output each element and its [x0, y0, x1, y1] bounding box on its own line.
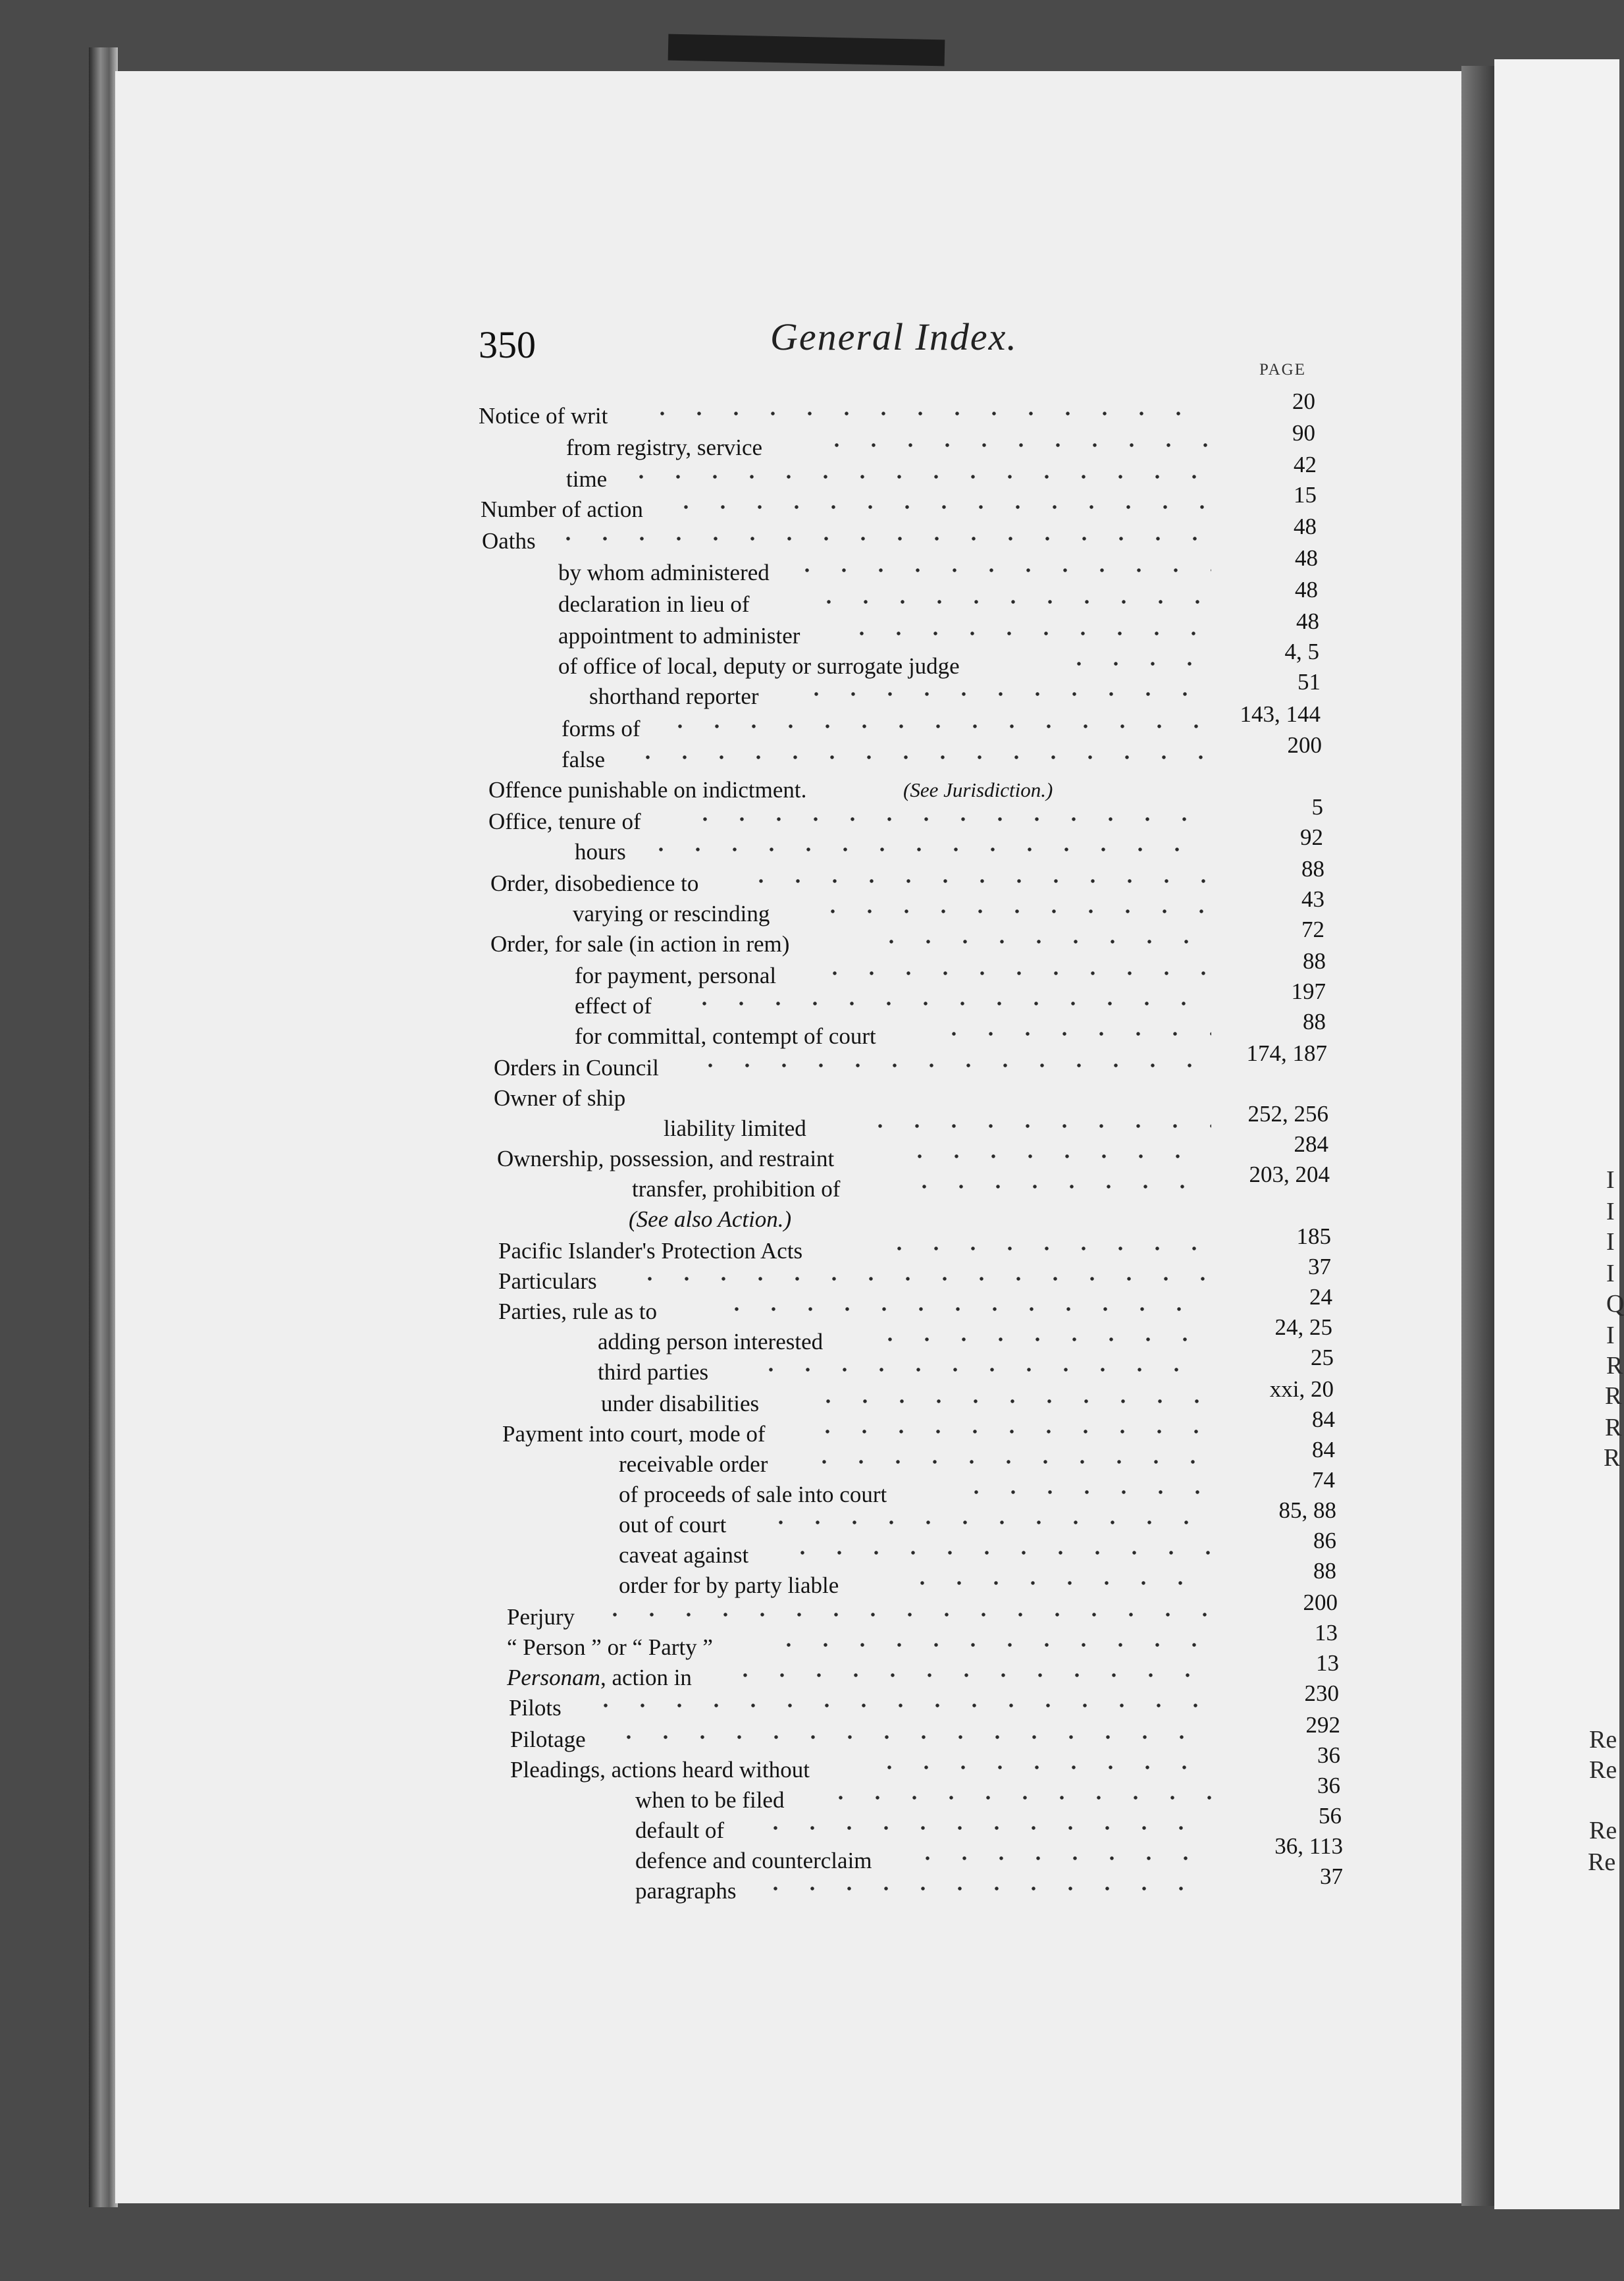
index-term: defence and counterclaim	[635, 1848, 872, 1873]
page-number: 350	[479, 323, 536, 366]
index-page-ref: 72	[1301, 917, 1324, 942]
index-page-ref: 85, 88	[1278, 1497, 1336, 1523]
index-page-ref: 88	[1303, 1009, 1326, 1034]
page-title: General Index.	[770, 315, 1018, 358]
index-term: Pilotage	[510, 1727, 586, 1752]
facing-page-letter: I	[1606, 1322, 1615, 1349]
index-term: hours	[575, 839, 626, 865]
index-term: Personam, action in	[507, 1665, 692, 1690]
index-term: Particulars	[498, 1268, 597, 1294]
index-term: Owner of ship	[494, 1085, 626, 1111]
facing-page-letter: I	[1606, 1166, 1615, 1194]
index-page-ref: 48	[1296, 608, 1319, 634]
index-term: liability limited	[664, 1115, 806, 1141]
index-page-ref: 13	[1316, 1650, 1339, 1676]
index-term: paragraphs	[635, 1878, 737, 1904]
index-page-ref: 48	[1295, 545, 1318, 571]
index-page-ref: 36	[1317, 1773, 1340, 1798]
index-term: when to be filed	[635, 1787, 785, 1813]
index-page-ref: 90	[1292, 420, 1315, 446]
index-term: by whom administered	[558, 560, 770, 585]
index-term: Notice of writ	[479, 403, 608, 429]
facing-page-letter: I	[1606, 1198, 1615, 1225]
index-term: default of	[635, 1817, 725, 1843]
index-term: Office, tenure of	[488, 809, 641, 834]
facing-page-letter: R	[1605, 1414, 1622, 1441]
index-term: Pacific Islander's Protection Acts	[498, 1238, 803, 1264]
index-page-ref: 48	[1295, 577, 1318, 603]
index-term: Ownership, possession, and restraint	[497, 1146, 835, 1171]
index-term: of proceeds of sale into court	[619, 1482, 887, 1507]
index-page-ref: 88	[1301, 856, 1324, 882]
index-term: transfer, prohibition of	[632, 1176, 841, 1202]
index-term: Orders in Council	[494, 1055, 659, 1081]
index-page-ref: xxi, 20	[1269, 1376, 1334, 1402]
page-column-label: PAGE	[1259, 361, 1306, 379]
index-term: declaration in lieu of	[558, 591, 750, 617]
index-term: Order, disobedience to	[490, 871, 699, 896]
facing-page-letter: R	[1605, 1382, 1622, 1410]
index-term: adding person interested	[598, 1329, 824, 1355]
index-page-ref: 143, 144	[1240, 701, 1321, 727]
index-term: Number of action	[481, 496, 643, 522]
index-term: order for by party liable	[619, 1572, 839, 1598]
facing-page-letter: I	[1606, 1228, 1615, 1256]
facing-page-letter: R	[1604, 1444, 1621, 1472]
index-term: out of court	[619, 1512, 727, 1538]
index-term: receivable order	[619, 1451, 768, 1477]
index-page-ref: 42	[1294, 452, 1317, 477]
index-page-ref: 20	[1292, 389, 1315, 414]
cross-reference-note: (See Jurisdiction.)	[903, 778, 1053, 801]
index-term: Payment into court, mode of	[502, 1421, 766, 1447]
index-term: for committal, contempt of court	[575, 1023, 876, 1049]
facing-page-letter: I	[1606, 1260, 1615, 1287]
index-page-ref: 284	[1294, 1131, 1328, 1157]
index-page-ref: 92	[1300, 824, 1323, 850]
index-page-ref: 84	[1312, 1437, 1335, 1463]
index-page-ref: 203, 204	[1249, 1162, 1330, 1187]
index-term: of office of local, deputy or surrogate judge	[558, 653, 960, 679]
index-term: forms of	[562, 716, 641, 741]
index-term: effect of	[575, 993, 652, 1019]
index-term: Pilots	[509, 1695, 562, 1721]
index-term: Pleadings, actions heard without	[510, 1757, 810, 1783]
index-page-ref: 5	[1311, 794, 1323, 820]
facing-page-letter: Re	[1589, 1726, 1617, 1754]
index-term: varying or rescinding	[573, 901, 770, 926]
index-page-ref: 185	[1296, 1223, 1331, 1249]
index-page-ref: 51	[1297, 669, 1321, 695]
facing-page-letter: Q	[1606, 1290, 1624, 1318]
index-page-ref: 74	[1312, 1467, 1335, 1493]
index-term: Oaths	[482, 528, 536, 554]
facing-page-letter: Re	[1589, 1817, 1617, 1844]
index-term: Parties, rule as to	[498, 1299, 658, 1324]
index-term: shorthand reporter	[589, 684, 759, 709]
index-page-ref: 84	[1312, 1407, 1335, 1432]
index-page-ref: 292	[1305, 1712, 1340, 1738]
index-page-ref: 252, 256	[1247, 1101, 1328, 1127]
index-page-ref: 88	[1303, 948, 1326, 974]
index-page-ref: 174, 187	[1246, 1040, 1327, 1066]
index-page-ref: 36, 113	[1274, 1833, 1343, 1859]
index-page-ref: 24	[1309, 1284, 1332, 1310]
index-term: Perjury	[507, 1604, 575, 1630]
index-page-ref: 43	[1301, 886, 1324, 912]
index-page-ref: 88	[1313, 1558, 1336, 1584]
index-page-ref: 15	[1294, 482, 1317, 508]
index-page-ref: 200	[1287, 732, 1322, 758]
index-term: appointment to administer	[558, 623, 800, 649]
index-page-ref: 37	[1308, 1254, 1331, 1279]
index-page-ref: 86	[1313, 1528, 1336, 1553]
index-term: Order, for sale (in action in rem)	[490, 931, 790, 957]
index-page-ref: 200	[1303, 1590, 1338, 1615]
index-term: third parties	[598, 1359, 709, 1385]
index-term: Offence punishable on indictment.	[488, 777, 807, 803]
index-page-ref: 24, 25	[1274, 1314, 1332, 1340]
index-term: caveat against	[619, 1542, 749, 1568]
index-page-ref: 25	[1311, 1345, 1334, 1370]
index-term: time	[566, 466, 608, 492]
facing-page-letter: R	[1606, 1352, 1623, 1380]
index-page-ref: 48	[1294, 514, 1317, 539]
index-page-ref: 37	[1320, 1864, 1343, 1889]
index-page-ref: 197	[1291, 979, 1326, 1004]
index-page-ref: 56	[1319, 1803, 1342, 1829]
index-term: for payment, personal	[575, 963, 777, 988]
index-term: from registry, service	[566, 435, 763, 460]
index-term: (See also Action.)	[629, 1206, 792, 1232]
facing-page-letter: Re	[1589, 1756, 1617, 1784]
index-page-ref: 4, 5	[1284, 639, 1319, 664]
index-page-ref: 36	[1317, 1742, 1340, 1768]
index-term: “ Person ” or “ Party ”	[507, 1634, 713, 1660]
index-term: false	[562, 747, 606, 772]
index-page-ref: 230	[1304, 1680, 1339, 1706]
index-page-ref: 13	[1315, 1620, 1338, 1646]
facing-page-letter: Re	[1588, 1848, 1616, 1876]
index-term: under disabilities	[601, 1391, 760, 1416]
